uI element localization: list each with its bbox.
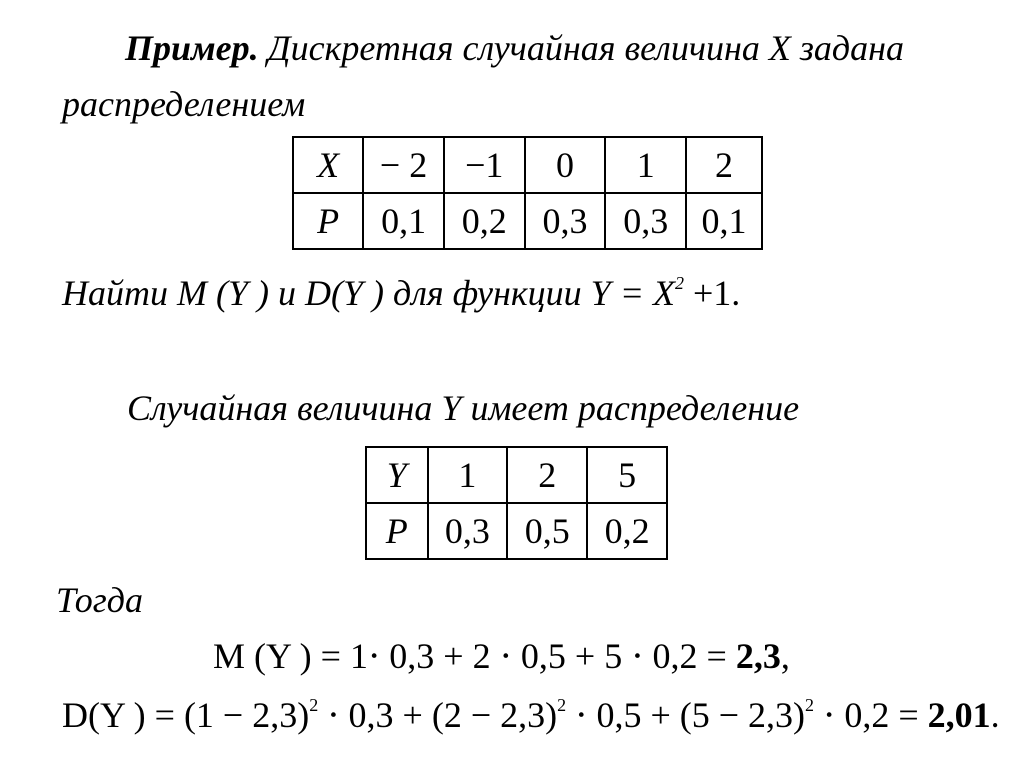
y-value: 2 bbox=[507, 447, 587, 503]
var-part: ⋅ 0,5 + (5 − 2,3) bbox=[566, 695, 806, 735]
example-label: Пример. bbox=[125, 28, 259, 68]
intro-text: Дискретная случайная величина X задана bbox=[258, 28, 904, 68]
p-value: 0,2 bbox=[444, 193, 525, 249]
mean-lhs: M (Y ) = 1⋅ 0,3 + 2 ⋅ 0,5 + 5 ⋅ 0,2 = bbox=[213, 636, 736, 676]
task-exponent: 2 bbox=[674, 273, 684, 293]
table-row bbox=[293, 137, 762, 193]
var-exponent: 2 bbox=[557, 695, 567, 715]
p-value: 0,5 bbox=[507, 503, 587, 559]
task-text: Найти bbox=[62, 273, 177, 313]
y-value: 1 bbox=[428, 447, 508, 503]
x-value: 0 bbox=[525, 137, 606, 193]
middle-line: Случайная величина Y имеет распределение bbox=[127, 388, 800, 428]
x-value: −1 bbox=[444, 137, 525, 193]
then-label: Тогда bbox=[56, 580, 143, 620]
table-row bbox=[293, 193, 762, 249]
x-value: − 2 bbox=[363, 137, 444, 193]
p-value: 0,3 bbox=[525, 193, 606, 249]
header-y: Y bbox=[366, 447, 428, 503]
table-row bbox=[366, 503, 667, 559]
var-exponent: 2 bbox=[309, 695, 319, 715]
mean-formula bbox=[213, 638, 790, 674]
var-part: D(Y ) = (1 − 2,3) bbox=[62, 695, 310, 735]
var-part: ⋅ 0,2 = bbox=[814, 695, 928, 735]
p-value: 0,1 bbox=[363, 193, 444, 249]
header-p: P bbox=[293, 193, 363, 249]
p-value: 0,2 bbox=[587, 503, 667, 559]
mean-tail: , bbox=[780, 636, 790, 676]
intro-line-1 bbox=[125, 30, 904, 66]
mean-result: 2,3 bbox=[735, 636, 781, 676]
distribution-table-x bbox=[292, 136, 763, 250]
y-value: 5 bbox=[587, 447, 667, 503]
x-value: 1 bbox=[605, 137, 686, 193]
header-p: P bbox=[366, 503, 428, 559]
task-expression: M (Y ) и D(Y ) для функции Y = X bbox=[177, 273, 675, 313]
p-value: 0,3 bbox=[428, 503, 508, 559]
var-part: ⋅ 0,3 + (2 − 2,3) bbox=[318, 695, 558, 735]
p-value: 0,1 bbox=[686, 193, 762, 249]
distribution-table-y bbox=[365, 446, 668, 560]
var-exponent: 2 bbox=[805, 695, 815, 715]
var-tail: . bbox=[990, 695, 1000, 735]
task-line bbox=[62, 274, 740, 311]
variance-result: 2,01 bbox=[927, 695, 991, 735]
intro-line-2: распределением bbox=[62, 84, 306, 124]
task-tail: +1. bbox=[683, 273, 741, 313]
p-value: 0,3 bbox=[605, 193, 686, 249]
header-x: X bbox=[293, 137, 363, 193]
variance-formula bbox=[62, 696, 1000, 733]
x-value: 2 bbox=[686, 137, 762, 193]
table-row bbox=[366, 447, 667, 503]
